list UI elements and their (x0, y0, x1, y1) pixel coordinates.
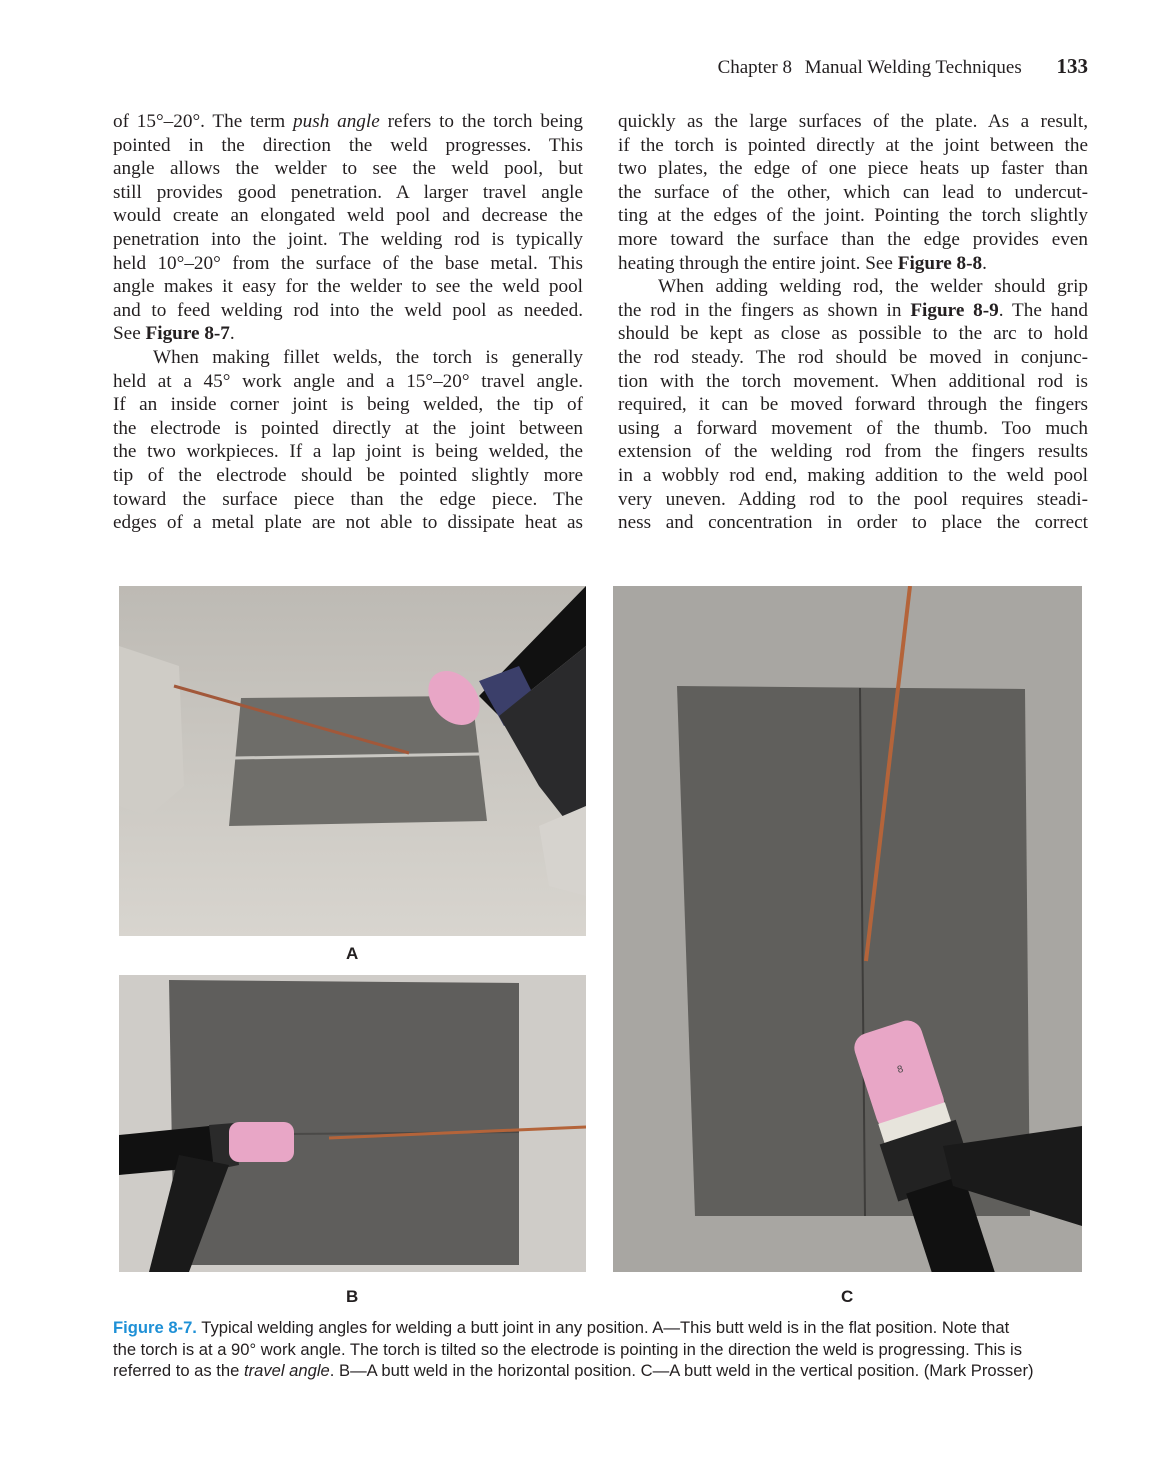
text-line (113, 157, 583, 181)
text-segment: edges of a metal plate are not able to dissipate heat as (113, 512, 583, 534)
text-line (113, 322, 583, 346)
text-segment: ness and concentration in order to place the correct (618, 512, 1088, 534)
text-line (618, 440, 1088, 464)
photo-a-flat-butt-weld (119, 586, 586, 936)
text-segment: still provides good penetration. A larger travel angle (113, 181, 583, 203)
cup-marking: 8 (896, 1063, 905, 1076)
text-line (113, 488, 583, 512)
text-segment: the electrode is pointed directly at the joint between (113, 417, 583, 439)
text-segment: When adding welding rod, the welder should grip (658, 276, 1088, 298)
text-line (618, 464, 1088, 488)
photo-a-label: A (346, 944, 359, 963)
text-line (113, 110, 583, 134)
text-segment: ting at the edges of the joint. Pointing the torch slightly (618, 205, 1088, 227)
caption-text-3a: referred to as the (113, 1361, 244, 1381)
text-segment: would create an elongated weld pool and decrease the (113, 205, 583, 227)
text-line (618, 204, 1088, 228)
caption-text-1: Typical welding angles for welding a butt joint in any position. A—This butt weld is in the flat position. Note that (196, 1318, 1010, 1337)
text-segment: . (982, 252, 987, 274)
text-segment: the rod steady. The rod should be moved in conjunc- (618, 346, 1088, 368)
text-line (113, 228, 583, 252)
body-column-left (113, 110, 583, 535)
text-segment: angle allows the welder to see the weld pool, but (113, 158, 583, 180)
text-line (618, 393, 1088, 417)
text-segment: held 10°–20° from the surface of the base metal. This (113, 252, 583, 274)
text-segment: held at a 45° work angle and a 15°–20° travel angle. (113, 370, 583, 392)
body-column-right (618, 110, 1088, 535)
text-line (618, 511, 1088, 535)
text-segment: should be kept as close as possible to the arc to hold (618, 323, 1088, 345)
text-line (618, 417, 1088, 441)
text-line (618, 157, 1088, 181)
caption-text-3b: . B—A butt weld in the horizontal position. C—A butt weld in the vertical position. (Mark Prosser) (329, 1361, 1034, 1381)
text-line (618, 299, 1088, 323)
text-segment: penetration into the joint. The welding rod is typically (113, 228, 583, 250)
text-line (113, 252, 583, 276)
text-line (113, 204, 583, 228)
text-segment: very uneven. Adding rod to the pool requires steadi- (618, 488, 1088, 510)
text-line (113, 346, 583, 370)
text-segment: the surface of the other, which can lead to undercut- (618, 181, 1088, 203)
figure-caption (113, 1317, 1093, 1382)
text-segment: heating through the entire joint. See (618, 252, 898, 274)
text-line (113, 511, 583, 535)
text-segment: of 15°–20°. The term (113, 111, 294, 132)
text-line (113, 393, 583, 417)
chapter-title: Manual Welding Techniques (804, 57, 1022, 78)
text-line (113, 134, 583, 158)
text-segment: tip of the electrode should be pointed slightly more (113, 464, 583, 486)
caption-text-2: the torch is at a 90° work angle. The torch is tilted so the electrode is pointing in the direction the weld is progressing. This is (113, 1339, 1023, 1359)
text-line (618, 275, 1088, 299)
text-segment: using a forward movement of the thumb. Too much (618, 417, 1088, 439)
text-line (113, 464, 583, 488)
text-segment: . (229, 323, 235, 345)
figure-reference: Figure 8-7 (145, 323, 230, 345)
text-segment: more toward the surface than the edge provides even (618, 228, 1088, 250)
figure-reference: Figure 8-8 (897, 252, 983, 274)
text-line (113, 275, 583, 299)
text-segment: refers to the torch being (379, 111, 583, 132)
photo-b-label: B (346, 1287, 359, 1306)
text-segment: . The hand (998, 299, 1088, 321)
text-segment: the rod in the fingers as shown in (618, 299, 911, 321)
text-segment: if the torch is pointed directly at the joint between the (618, 134, 1088, 156)
text-segment: When making fillet welds, the torch is generally (153, 346, 583, 368)
text-line (618, 252, 1088, 276)
text-line (618, 181, 1088, 205)
text-segment: If an inside corner joint is being welded, the tip of (113, 394, 583, 416)
photo-c-vertical-butt-weld (613, 586, 1082, 1272)
photo-b-horizontal-butt-weld (119, 975, 586, 1272)
text-line (113, 440, 583, 464)
text-segment: two plates, the edge of one piece heats up faster than (618, 158, 1088, 180)
emphasized-term: push angle (293, 111, 380, 132)
text-segment: toward the surface piece than the edge piece. The (113, 488, 583, 510)
text-line (113, 417, 583, 441)
text-segment: extension of the welding rod from the fingers results (618, 441, 1088, 463)
text-line (618, 110, 1088, 134)
text-segment: the two workpieces. If a lap joint is being welded, the (113, 441, 583, 463)
text-segment: angle makes it easy for the welder to see the weld pool (113, 276, 583, 298)
text-line (113, 181, 583, 205)
text-segment: See (113, 323, 146, 345)
text-line (113, 299, 583, 323)
text-line (618, 370, 1088, 394)
caption-term-travel-angle: travel angle (243, 1361, 330, 1381)
chapter-label: Chapter 8 (717, 57, 792, 78)
photo-c-label: C (841, 1287, 854, 1306)
text-segment: required, it can be moved forward through the fingers (618, 394, 1088, 416)
text-line (113, 370, 583, 394)
text-segment: pointed in the direction the weld progresses. This (113, 134, 583, 156)
text-line (618, 346, 1088, 370)
text-line (618, 134, 1088, 158)
text-line (618, 228, 1088, 252)
figure-reference: Figure 8-9 (910, 299, 999, 321)
text-line (618, 488, 1088, 512)
text-segment: and to feed welding rod into the weld pool as needed. (113, 299, 583, 321)
text-line (618, 322, 1088, 346)
figure-number: Figure 8-7. (113, 1318, 197, 1337)
text-segment: quickly as the large surfaces of the plate. As a result, (618, 111, 1088, 132)
text-segment: tion with the torch movement. When additional rod is (618, 370, 1088, 392)
page-number: 133 (1056, 54, 1088, 78)
text-segment: in a wobbly rod end, making addition to the weld pool (618, 464, 1088, 486)
running-header (718, 54, 1088, 79)
